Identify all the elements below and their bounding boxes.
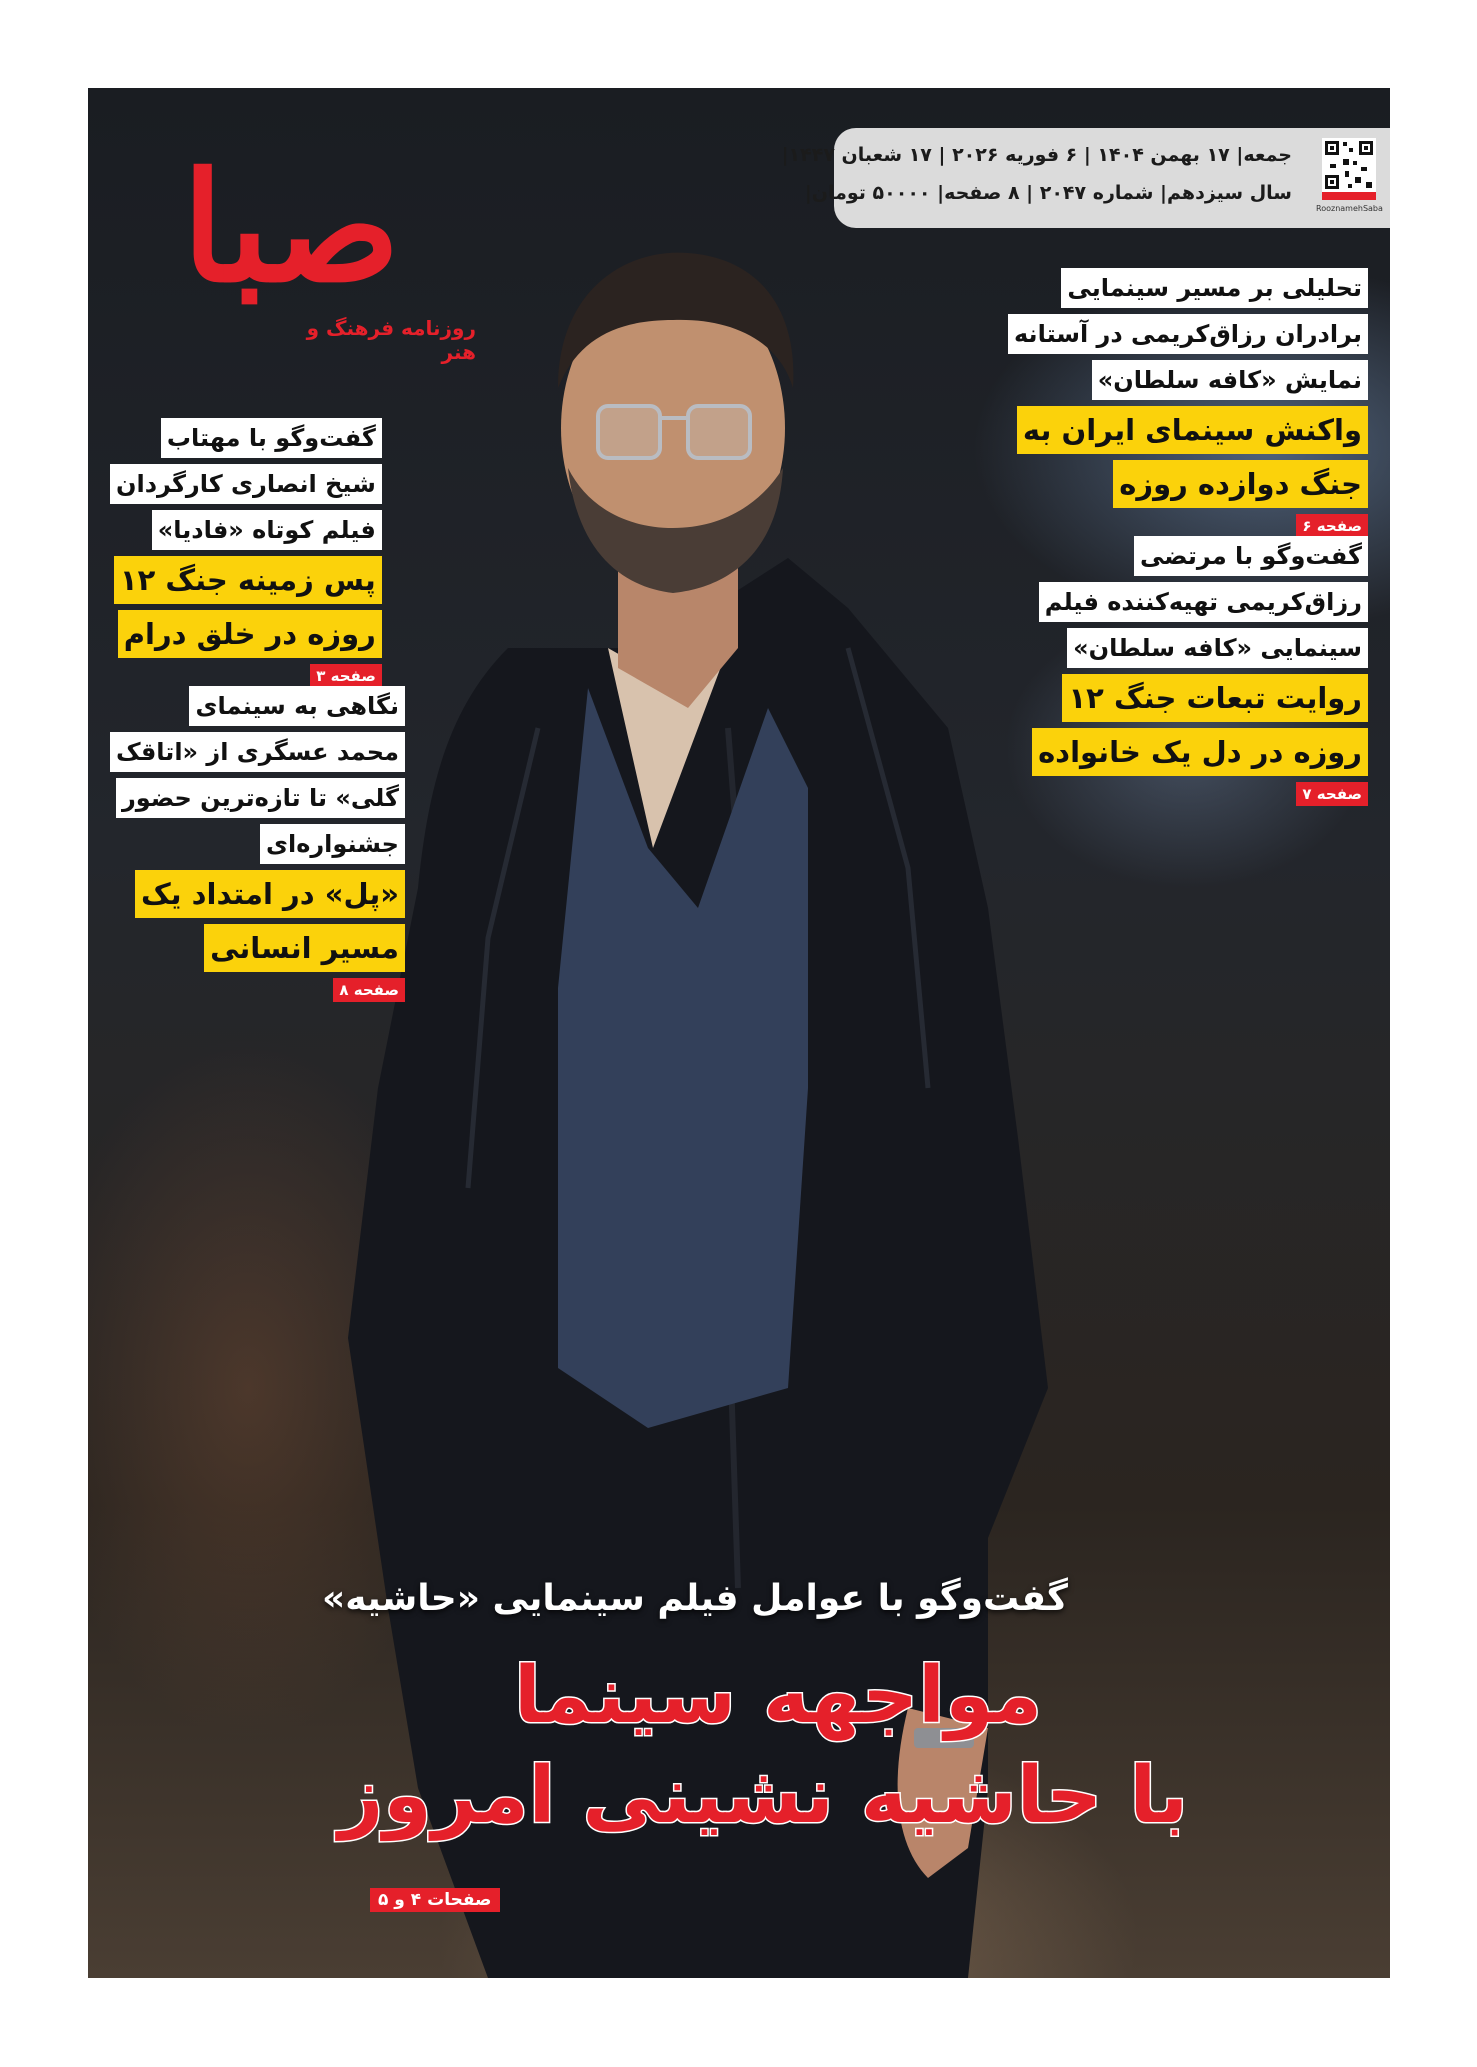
teaser-page-ref: صفحه ۷ [1296,782,1368,806]
teaser-headline: روزه در خلق درام [118,610,382,658]
teaser-kicker: سینمایی «کافه سلطان» [1067,628,1368,668]
feature-page-ref: صفحات ۴ و ۵ [370,1888,500,1912]
cover-page [88,88,1390,1978]
teaser-kicker: شیخ انصاری کارگردان [110,464,382,504]
teaser-headline: روایت تبعات جنگ ۱۲ [1062,674,1368,722]
feature-headline-line-2[interactable]: با حاشیه نشینی امروز [338,1751,1188,1841]
masthead-info [781,128,1390,228]
teaser-headline: روزه در دل یک خانواده [1032,728,1368,776]
teaser-headline: مسیر انسانی [204,924,405,972]
issue-date: جمعه| ۱۷ بهمن ۱۴۰۴ | ۶ فوریه ۲۰۲۶ | ۱۷ شعبان ۱۴۴۷| [781,144,1292,166]
teaser-left-1[interactable] [110,418,382,688]
feature-headline-line-1[interactable]: مواجهه سینما [513,1651,1043,1741]
qr-code-icon [1322,138,1376,200]
teaser-headline: پس زمینه جنگ ۱۲ [114,556,382,604]
teaser-headline: واکنش سینمای ایران به [1017,406,1368,454]
teaser-left-2[interactable] [110,686,405,1002]
teaser-kicker: نمایش «کافه سلطان» [1092,360,1368,400]
teaser-kicker: تحلیلی بر مسیر سینمایی [1061,268,1368,308]
teaser-headline: جنگ دوازده روزه [1113,460,1368,508]
brand-logo [126,128,486,378]
teaser-kicker: فیلم کوتاه «فادیا» [152,510,382,550]
teaser-right-2[interactable] [1032,536,1368,806]
logo-tagline: روزنامه فرهنگ و هنر [306,316,476,364]
teaser-kicker: رزاق‌کریمی تهیه‌کننده فیلم [1039,582,1368,622]
teaser-page-ref: صفحه ۶ [1296,514,1368,538]
teaser-kicker: گفت‌وگو با مرتضی [1134,536,1368,576]
teaser-kicker: نگاهی به سینمای [189,686,404,726]
teaser-kicker: گفت‌وگو با مهتاب [161,418,382,458]
teaser-kicker: جشنواره‌ای [260,824,405,864]
feature-kicker: گفت‌وگو با عوامل فیلم سینمایی «حاشیه» [322,1578,1068,1619]
teaser-page-ref: صفحه ۸ [333,978,405,1002]
teaser-kicker: محمد عسگری از «اتاقک [110,732,405,772]
teaser-page-ref: صفحه ۳ [310,664,382,688]
teaser-kicker: برادران رزاق‌کریمی در آستانه [1008,314,1368,354]
logo-wordmark: صبا [181,140,401,316]
qr-label: RooznamehSaba [1316,204,1383,213]
teaser-right-1[interactable] [1008,268,1368,538]
teaser-kicker: گلی» تا تازه‌ترین حضور [116,778,405,818]
teaser-headline: «پل» در امتداد یک [135,870,405,918]
issue-details: سال سیزدهم| شماره ۲۰۴۷ | ۸ صفحه| ۵۰۰۰۰ تومان| [804,182,1292,204]
